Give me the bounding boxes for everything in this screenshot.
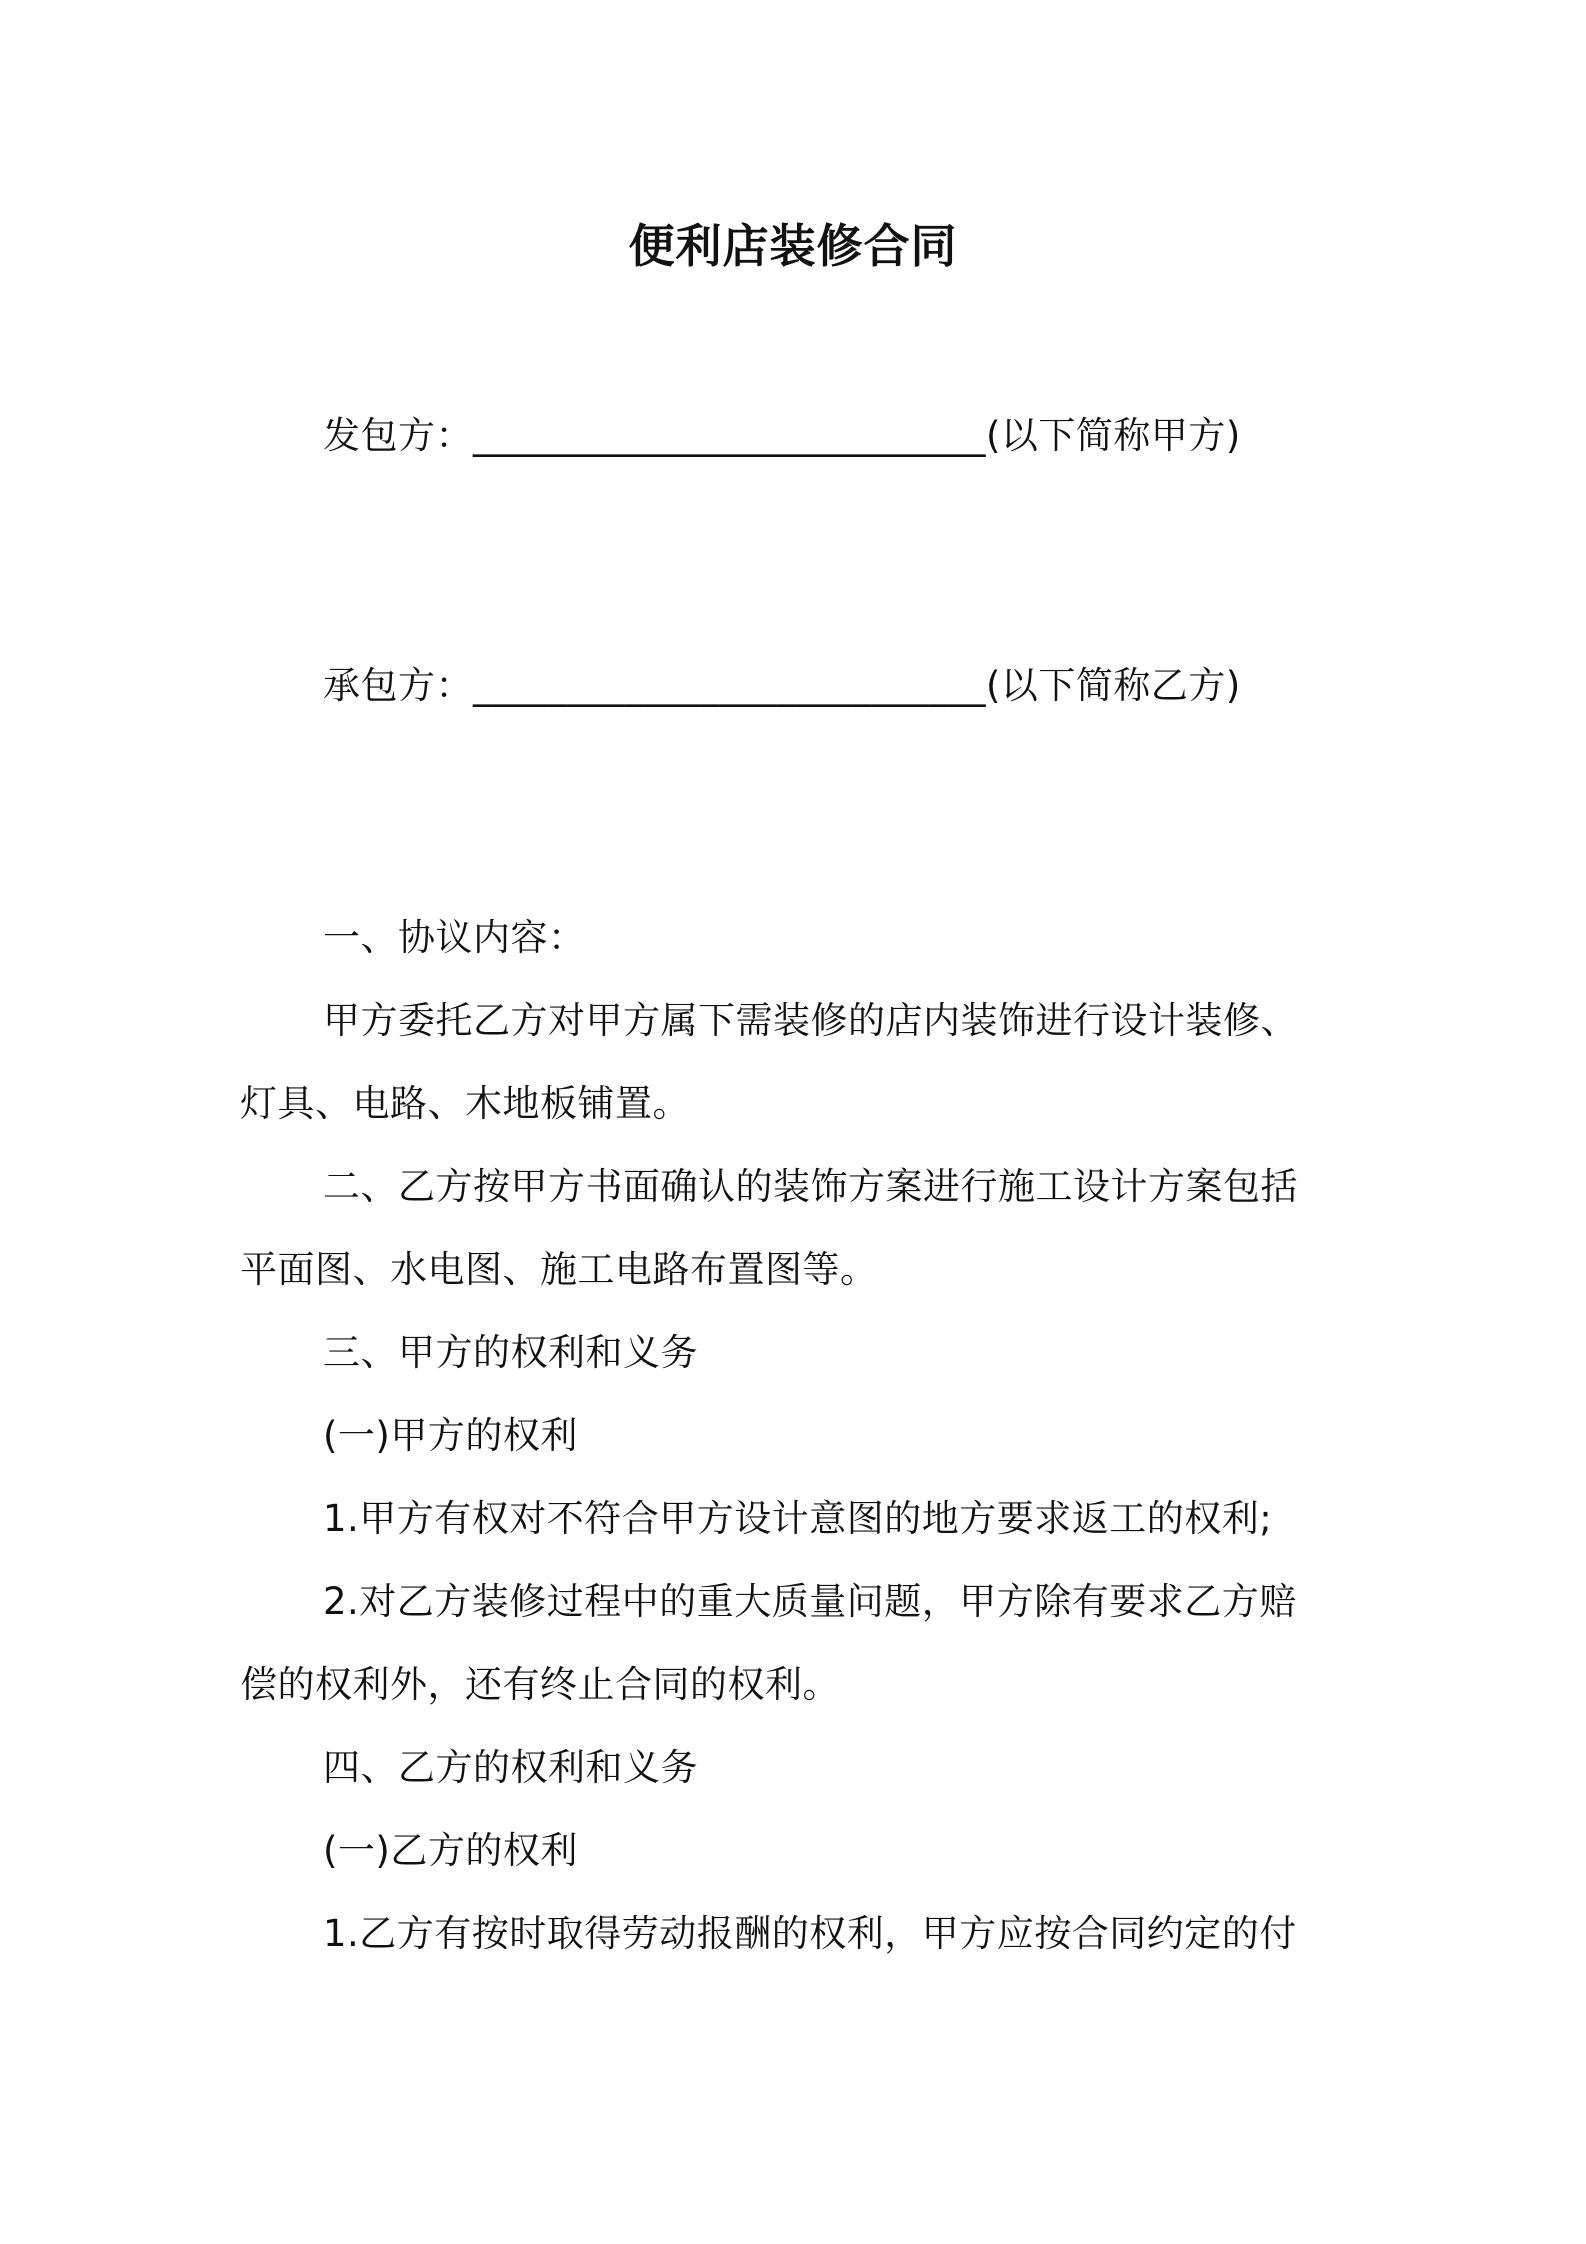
paragraph-line: 二、乙方按甲方书面确认的装饰方案进行施工设计方案包括 (323, 1165, 1298, 1208)
subsection-heading: (一)乙方的权利 (323, 1829, 578, 1872)
paragraph-line: 甲方委托乙方对甲方属下需装修的店内装饰进行设计装修、 (323, 999, 1298, 1042)
paragraph-line: 灯具、电路、木地板铺置。 (240, 1082, 690, 1125)
paragraph-line: 偿的权利外，还有终止合同的权利。 (240, 1663, 840, 1706)
party-b-line: 承包方：___________________________(以下简称乙方) (323, 664, 1241, 707)
section-heading-party-a: 三、甲方的权利和义务 (323, 1331, 698, 1374)
party-a-line: 发包方：___________________________(以下简称甲方) (323, 414, 1241, 457)
paragraph-line: 2.对乙方装修过程中的重大质量问题，甲方除有要求乙方赔 (323, 1580, 1297, 1623)
section-heading-party-b: 四、乙方的权利和义务 (323, 1746, 698, 1789)
paragraph-line: 平面图、水电图、施工电路布置图等。 (240, 1248, 878, 1291)
subsection-heading: (一)甲方的权利 (323, 1414, 578, 1457)
paragraph-line: 1.乙方有按时取得劳动报酬的权利，甲方应按合同约定的付 (323, 1912, 1297, 1955)
section-heading-agreement: 一、协议内容： (323, 916, 586, 959)
paragraph-line: 1.甲方有权对不符合甲方设计意图的地方要求返工的权利; (323, 1497, 1273, 1540)
document-title: 便利店装修合同 (628, 219, 958, 273)
